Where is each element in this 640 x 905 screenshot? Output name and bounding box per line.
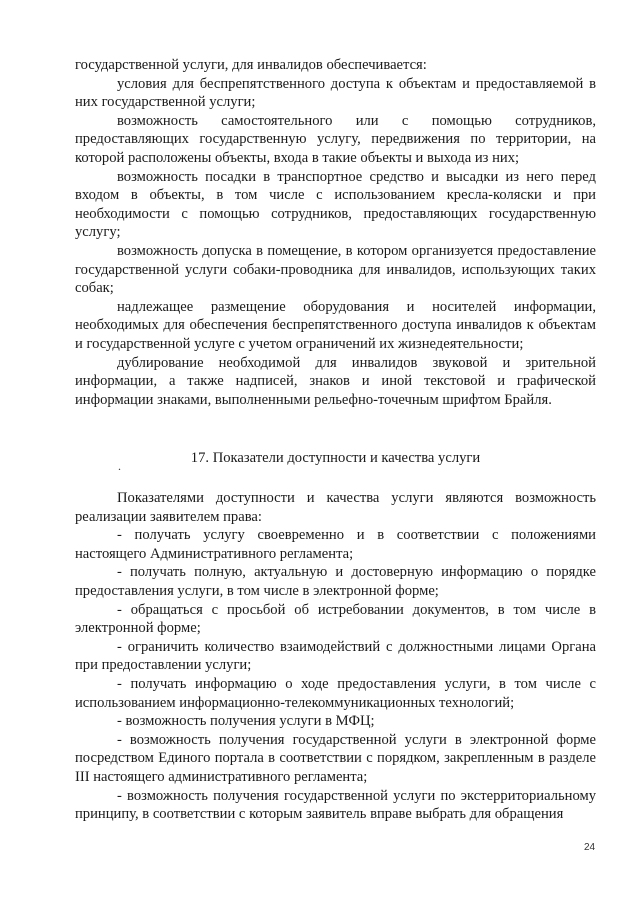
list-item: - получать полную, актуальную и достоверную информацию о порядке предоставления услуги, в том числе в электронной форме; (75, 564, 596, 599)
paragraph: возможность самостоятельного или с помощью сотрудников, предоставляющих государственную услугу, передвижения по территории, на которой расположены объекты, входа в такие объекты и выхода из них; (75, 112, 596, 166)
paragraph: возможность допуска в помещение, в котором организуется предоставление государственной услуги собаки-проводника для инвалидов, использующих таких собак; (75, 242, 596, 297)
paragraph: государственной услуги, для инвалидов обеспечивается: (75, 57, 427, 73)
paragraph: Показателями доступности и качества услуги являются возможность реализации заявителем права: (75, 490, 596, 525)
paragraph: возможность посадки в транспортное средство и высадки из него перед входом в объекты, в том числе с использованием кресла-коляски и при необходимости с помощью сотрудников, предоставляющих государственную услугу; (75, 168, 596, 241)
list-item: - возможность получения услуги в МФЦ; (117, 713, 375, 730)
list-item: - возможность получения государственной услуги по экстерриториальному принципу, в соответствии с которым заявитель вправе выбрать для обращения (75, 787, 596, 823)
section-heading: 17. Показатели доступности и качества услуги (190, 450, 481, 466)
list-item: - обращаться с просьбой об истребовании документов, в том числе в электронной форме; (75, 601, 596, 637)
accessibility-conditions-block (75, 56, 596, 409)
list-item: - возможность получения государственной услуги в электронной форме посредством Единого портала в соответствии с порядком, закрепленным в разделе III настоящего административного регламента; (75, 731, 596, 785)
paragraph: условия для беспрепятственного доступа к объектам и предоставляемой в них государственной услуги; (75, 75, 596, 111)
list-item: - ограничить количество взаимодействий с должностными лицами Органа при предоставлении услуги; (75, 638, 596, 674)
paragraph: надлежащее размещение оборудования и носителей информации, необходимых для обеспечения беспрепятственного доступа инвалидов к объектам и государственной услуге с учетом ограничений их жизнедеятельности; (75, 298, 596, 352)
list-item: - получать информацию о ходе предоставления услуги, в том числе с использованием информационно-телекоммуникационных технологий; (75, 675, 596, 711)
page-number: 24 (584, 842, 596, 853)
paragraph: дублирование необходимой для инвалидов звуковой и зрительной информации, а также надписей, знаков и иной текстовой и графической информации знаками, выполненными рельефно-точечным шрифтом Брайля. (75, 354, 596, 408)
stray-mark: . (118, 459, 121, 473)
quality-indicators-block (75, 489, 596, 824)
list-item: - получать услугу своевременно и в соответствии с положениями настоящего Административного регламента; (75, 527, 596, 562)
